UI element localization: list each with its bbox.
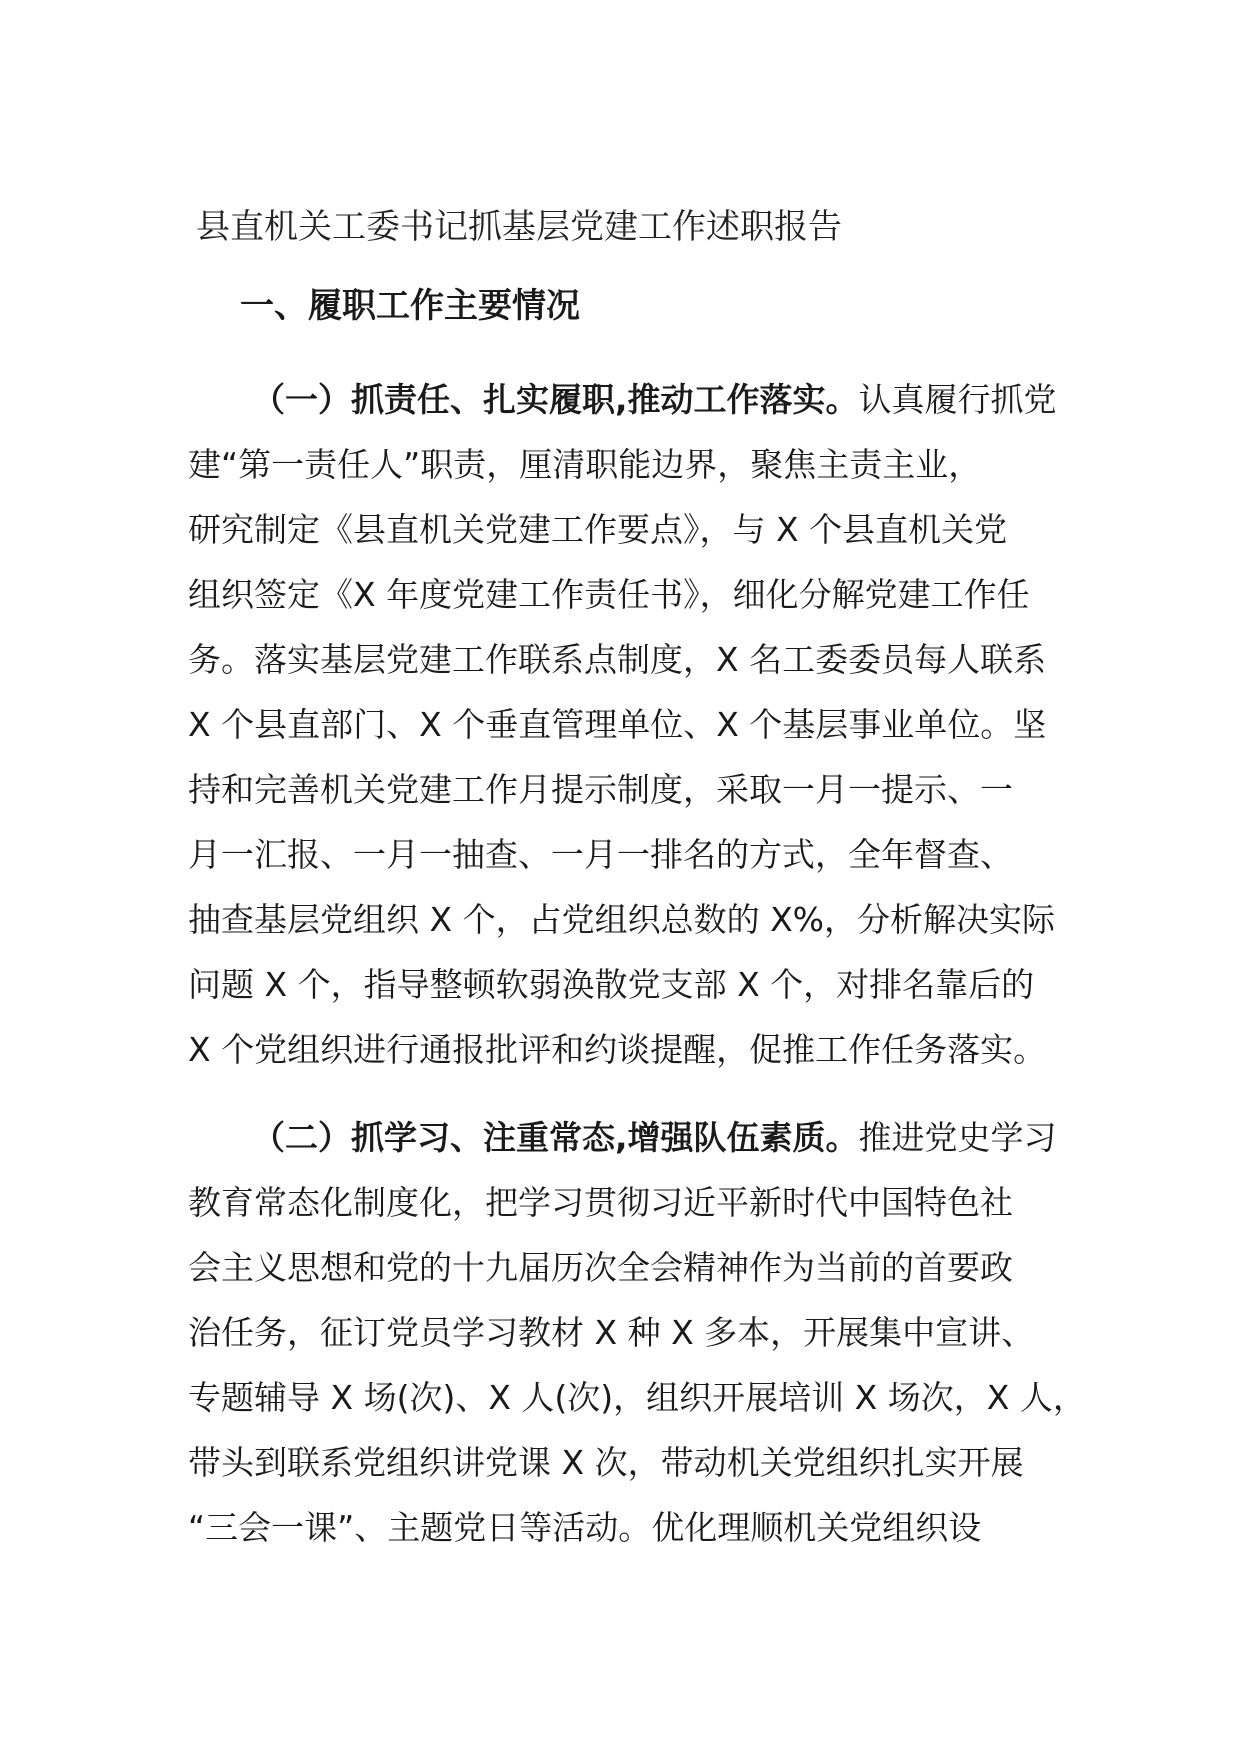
paragraph-line: X 个县直部门、X 个垂直管理单位、X 个基层事业单位。坚 xyxy=(188,705,1047,744)
paragraph-line: X 个党组织进行通报批评和约谈提醒，促推工作任务落实。 xyxy=(188,1030,1047,1069)
paragraph-line: 专题辅导 X 场(次)、X 人(次)，组织开展培训 X 场次，X 人， xyxy=(188,1378,1086,1417)
paragraph-line: 抽查基层党组织 X 个，占党组织总数的 X%，分析解决实际 xyxy=(188,900,1056,939)
paragraph-line xyxy=(188,1105,1086,1170)
paragraph-study xyxy=(188,1105,1086,1560)
paragraph-line xyxy=(188,367,1057,432)
paragraph-text: 认真履行抓党 xyxy=(858,380,1057,419)
paragraph-lead: （一）抓责任、扎实履职,推动工作落实。 xyxy=(252,380,859,419)
paragraph-lead: （二）抓学习、注重常态,增强队伍素质。 xyxy=(252,1118,859,1157)
paragraph-line: 务。落实基层党建工作联系点制度，X 名工委委员每人联系 xyxy=(188,640,1047,679)
paragraph-line: 问题 X 个，指导整顿软弱涣散党支部 X 个，对排名靠后的 xyxy=(188,965,1035,1004)
paragraph-line: 会主义思想和党的十九届历次全会精神作为当前的首要政 xyxy=(188,1248,1013,1287)
paragraph-line: 组织签定《X 年度党建工作责任书》，细化分解党建工作任 xyxy=(188,575,1030,614)
paragraph-text: 推进党史学习 xyxy=(858,1118,1057,1157)
paragraph-line: 建“第一责任人”职责，厘清职能边界，聚焦主责主业， xyxy=(188,445,982,484)
paragraph-line: 带头到联系党组织讲党课 X 次，带动机关党组织扎实开展 xyxy=(188,1443,1024,1482)
paragraph-line: 治任务，征订党员学习教材 X 种 X 多本，开展集中宣讲、 xyxy=(188,1313,1035,1352)
section-heading: 一、履职工作主要情况 xyxy=(240,286,580,326)
paragraph-line: 教育常态化制度化，把学习贯彻习近平新时代中国特色社 xyxy=(188,1183,1013,1222)
paragraph-line: “三会一课”、主题党日等活动。优化理顺机关党组织设 xyxy=(188,1508,982,1547)
document-title: 县直机关工委书记抓基层党建工作述职报告 xyxy=(196,207,842,247)
paragraph-line: 研究制定《县直机关党建工作要点》，与 X 个县直机关党 xyxy=(188,510,1008,549)
paragraph-line: 持和完善机关党建工作月提示制度，采取一月一提示、一 xyxy=(188,770,1013,809)
paragraph-responsibility xyxy=(188,367,1057,1082)
paragraph-line: 月一汇报、一月一抽查、一月一排名的方式，全年督查、 xyxy=(188,835,1013,874)
